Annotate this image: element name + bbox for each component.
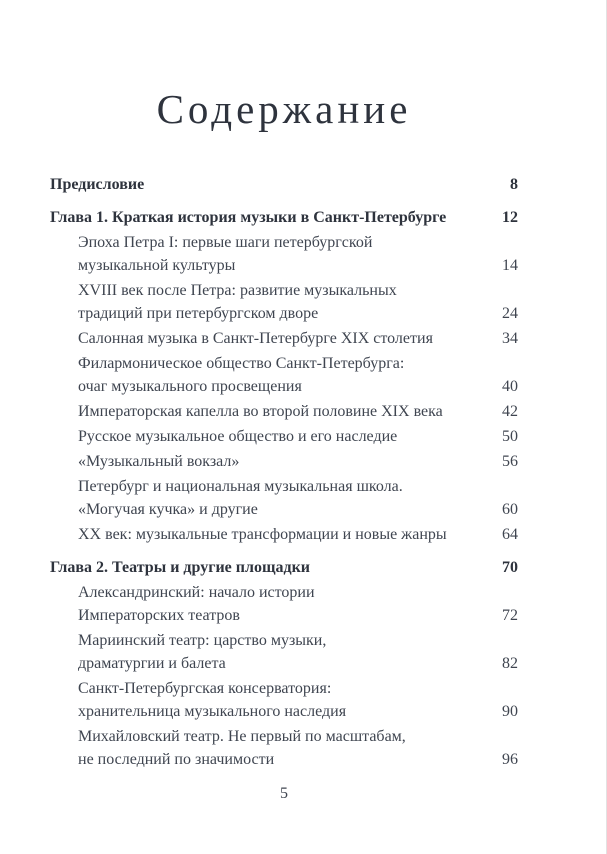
- toc-entry-page: 24: [502, 305, 518, 322]
- toc-entry: [50, 677, 518, 723]
- toc-entry-label: [50, 581, 490, 627]
- toc-entry-line: очаг музыкального просвещения: [78, 378, 302, 395]
- toc-entry: [50, 231, 518, 277]
- toc-entry-label: [50, 475, 490, 521]
- toc-entry: [50, 206, 518, 229]
- toc-entry-line: Санкт-Петербургская консерватория:: [78, 680, 332, 697]
- toc-entry: [50, 725, 518, 771]
- toc-entry: [50, 475, 518, 521]
- toc-entry-line: Мариинский театр: царство музыки,: [78, 632, 327, 649]
- toc-entry: [50, 279, 518, 325]
- toc-entry-label: [50, 173, 498, 196]
- toc-entry-page: 60: [502, 501, 518, 518]
- toc-entry-label: [50, 327, 490, 350]
- toc-entry-page: 34: [502, 330, 518, 347]
- toc-entry-line: не последний по значимости: [78, 751, 275, 768]
- toc-entry-line: Филармоническое общество Санкт-Петербурга:: [78, 355, 405, 372]
- toc-entry-label: [50, 206, 490, 229]
- toc-entry: [50, 629, 518, 675]
- toc-entry-label: [50, 725, 490, 771]
- toc-entry-label: [50, 556, 490, 579]
- toc-entry-label: [50, 677, 490, 723]
- toc-entry-label: [50, 450, 490, 473]
- toc-entry-line: Петербург и национальная музыкальная школа.: [78, 478, 403, 495]
- toc-entry-page: 42: [502, 403, 518, 420]
- toc-entry-line: Александринский: начало истории: [78, 584, 315, 601]
- toc-entry-line: Русское музыкальное общество и его наследие: [78, 428, 398, 445]
- toc-entry-page: 90: [502, 703, 518, 720]
- toc-entry-page: 70: [502, 559, 518, 576]
- footer-page-number: 5: [280, 785, 288, 802]
- toc-entry: [50, 523, 518, 546]
- toc-entry-line: «Могучая кучка» и другие: [78, 501, 258, 518]
- table-of-contents: [50, 173, 518, 771]
- toc-entry-line: традиций при петербургском дворе: [78, 305, 319, 322]
- toc-entry: [50, 450, 518, 473]
- page-title: Содержание: [156, 86, 412, 132]
- toc-entry-line: Глава 1. Краткая история музыки в Санкт-Петербурге: [50, 209, 447, 226]
- toc-entry-line: Михайловский театр. Не первый по масштабам,: [78, 728, 406, 745]
- toc-entry-label: [50, 523, 490, 546]
- toc-entry-line: XVIII век после Петра: развитие музыкальных: [78, 282, 397, 299]
- toc-entry: [50, 556, 518, 579]
- toc-entry-line: хранительница музыкального наследия: [78, 703, 347, 720]
- toc-entry-page: 82: [502, 655, 518, 672]
- toc-entry-line: «Музыкальный вокзал»: [78, 453, 240, 470]
- toc-entry-page: 72: [502, 607, 518, 624]
- toc-entry-line: драматургии и балета: [78, 655, 226, 672]
- toc-entry: [50, 400, 518, 423]
- toc-entry-line: Императорских театров: [78, 607, 240, 624]
- toc-entry-label: [50, 279, 490, 325]
- toc-entry-page: 56: [502, 453, 518, 470]
- page-content: [50, 0, 518, 773]
- toc-entry-page: 14: [502, 257, 518, 274]
- toc-entry-line: Предисловие: [50, 176, 145, 193]
- toc-entry-line: XX век: музыкальные трансформации и новые жанры: [78, 526, 447, 543]
- toc-entry-line: Императорская капелла во второй половине XIX века: [78, 403, 443, 420]
- toc-entry: [50, 352, 518, 398]
- toc-entry-label: [50, 400, 490, 423]
- toc-entry-page: 64: [502, 526, 518, 543]
- toc-entry-page: 8: [510, 176, 518, 193]
- toc-entry-label: [50, 425, 490, 448]
- toc-entry: [50, 173, 518, 196]
- toc-entry: [50, 581, 518, 627]
- toc-entry-page: 40: [502, 378, 518, 395]
- toc-entry-line: Эпоха Петра I: первые шаги петербургской: [78, 234, 373, 251]
- toc-entry-label: [50, 352, 490, 398]
- toc-entry: [50, 425, 518, 448]
- toc-entry-line: Салонная музыка в Санкт-Петербурге XIX столетия: [78, 330, 433, 347]
- toc-entry-label: [50, 231, 490, 277]
- toc-entry-page: 96: [502, 751, 518, 768]
- toc-entry-page: 12: [502, 209, 518, 226]
- toc-entry-line: музыкальной культуры: [78, 257, 236, 274]
- toc-entry-line: Глава 2. Театры и другие площадки: [50, 559, 311, 576]
- toc-entry-page: 50: [502, 428, 518, 445]
- toc-entry-label: [50, 629, 490, 675]
- toc-entry: [50, 327, 518, 350]
